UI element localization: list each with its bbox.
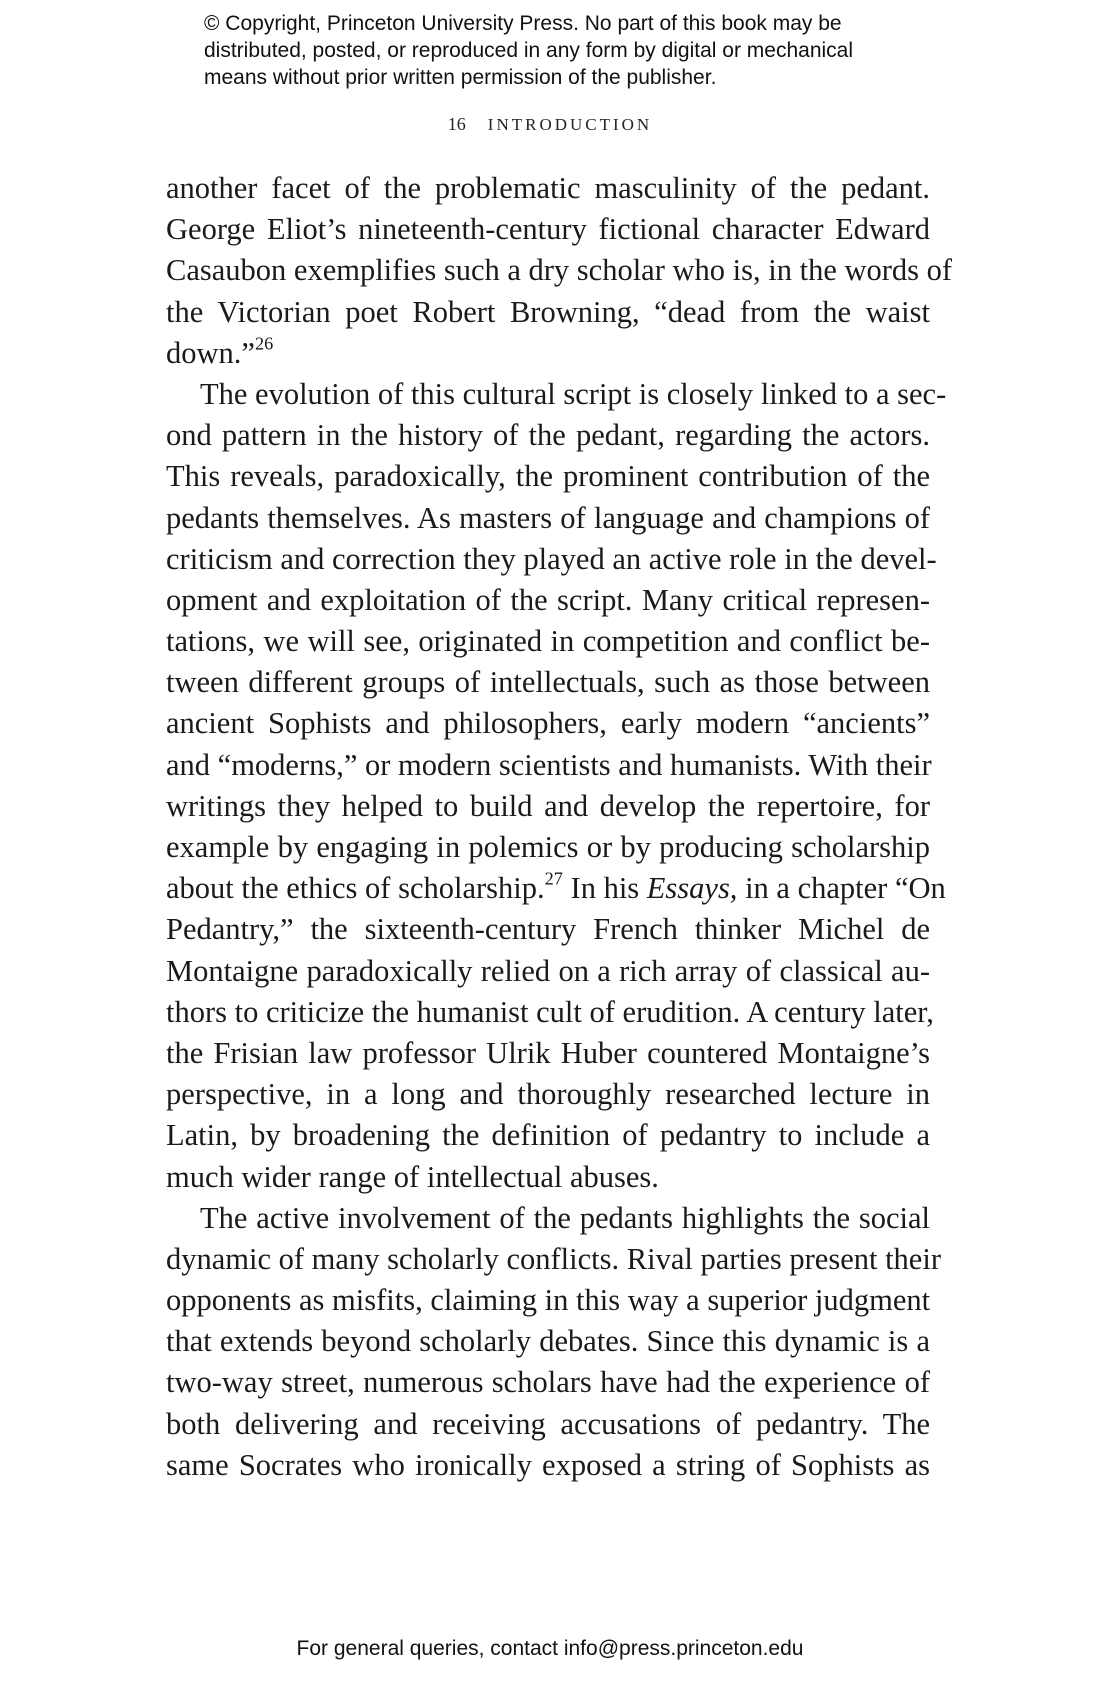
text-line: ancient Sophists and philosophers, early modern “ancients” [166,706,930,741]
text-fragment: in a chapter “On [737,871,946,906]
text-line: tween different groups of intellectuals, such as those between [166,665,930,700]
text-line: opment and exploitation of the script. Many critical represen- [166,582,930,617]
text-line: tations, we will see, originated in competition and conflict be- [166,624,930,659]
footer-contact: For general queries, contact info@press.princeton.edu [296,1637,804,1660]
copyright-notice [204,10,964,91]
copyright-line: © Copyright, Princeton University Press. No part of this book may be [204,12,842,35]
text-line: Montaigne paradoxically relied on a rich array of classical au- [166,953,930,988]
text-line: the Victorian poet Robert Browning, “dead from the waist [166,294,930,329]
text-line: same Socrates who ironically exposed a string of Sophists as [166,1447,930,1482]
text-line: This reveals, paradoxically, the prominent contribution of the [166,459,930,494]
text-line: The evolution of this cultural script is closely linked to a sec- [200,376,947,411]
text-line: and “moderns,” or modern scientists and humanists. With their [166,747,932,782]
footnote-ref: 26 [254,333,274,354]
text-line: that extends beyond scholarly debates. Since this dynamic is a [166,1324,930,1359]
copyright-line: means without prior written permission of the publisher. [204,66,717,89]
running-head [0,114,1100,135]
chapter-title: INTRODUCTION [487,115,653,134]
text-fragment: down.” [166,335,255,370]
text-line: writings they helped to build and develop the repertoire, for [166,788,930,823]
text-line: dynamic of many scholarly conflicts. Rival parties present their [166,1241,941,1276]
text-line: two-way street, numerous scholars have had the experience of [166,1365,930,1400]
text-line: pedants themselves. As masters of language and champions of [166,500,930,535]
text-line [166,333,930,374]
text-fragment: In his [562,871,647,906]
text-line: The active involvement of the pedants highlights the social [200,1200,930,1235]
text-fragment: about the ethics of scholarship. [166,871,545,906]
text-line: George Eliot’s nineteenth-century fictional character Edward [166,212,930,247]
text-line: much wider range of intellectual abuses. [166,1159,659,1194]
text-line: Latin, by broadening the definition of pedantry to include a [166,1118,930,1153]
text-line: the Frisian law professor Ulrik Huber countered Montaigne’s [166,1035,930,1070]
copyright-line: distributed, posted, or reproduced in any form by digital or mechanical [204,39,854,62]
text-line: criticism and correction they played an active role in the devel- [166,541,937,576]
footnote-ref: 27 [544,868,563,889]
text-line: Pedantry,” the sixteenth-century French thinker Michel de [166,912,930,947]
text-line: Casaubon exemplifies such a dry scholar who is, in the words of [166,253,953,288]
text-line [166,868,946,909]
text-line: ond pattern in the history of the pedant, regarding the actors. [166,418,930,453]
body-text [166,168,953,1486]
text-line: opponents as misfits, claiming in this way a superior judgment [166,1283,931,1318]
text-line: perspective, in a long and thoroughly researched lecture in [166,1077,930,1112]
text-line: both delivering and receiving accusations of pedantry. The [166,1406,930,1441]
book-title: Essays, [646,871,738,906]
text-line: example by engaging in polemics or by producing scholarship [166,830,930,864]
page-number: 16 [447,114,466,134]
text-line: another facet of the problematic masculinity of the pedant. [166,171,930,205]
text-line: thors to criticize the humanist cult of erudition. A century later, [166,994,934,1029]
